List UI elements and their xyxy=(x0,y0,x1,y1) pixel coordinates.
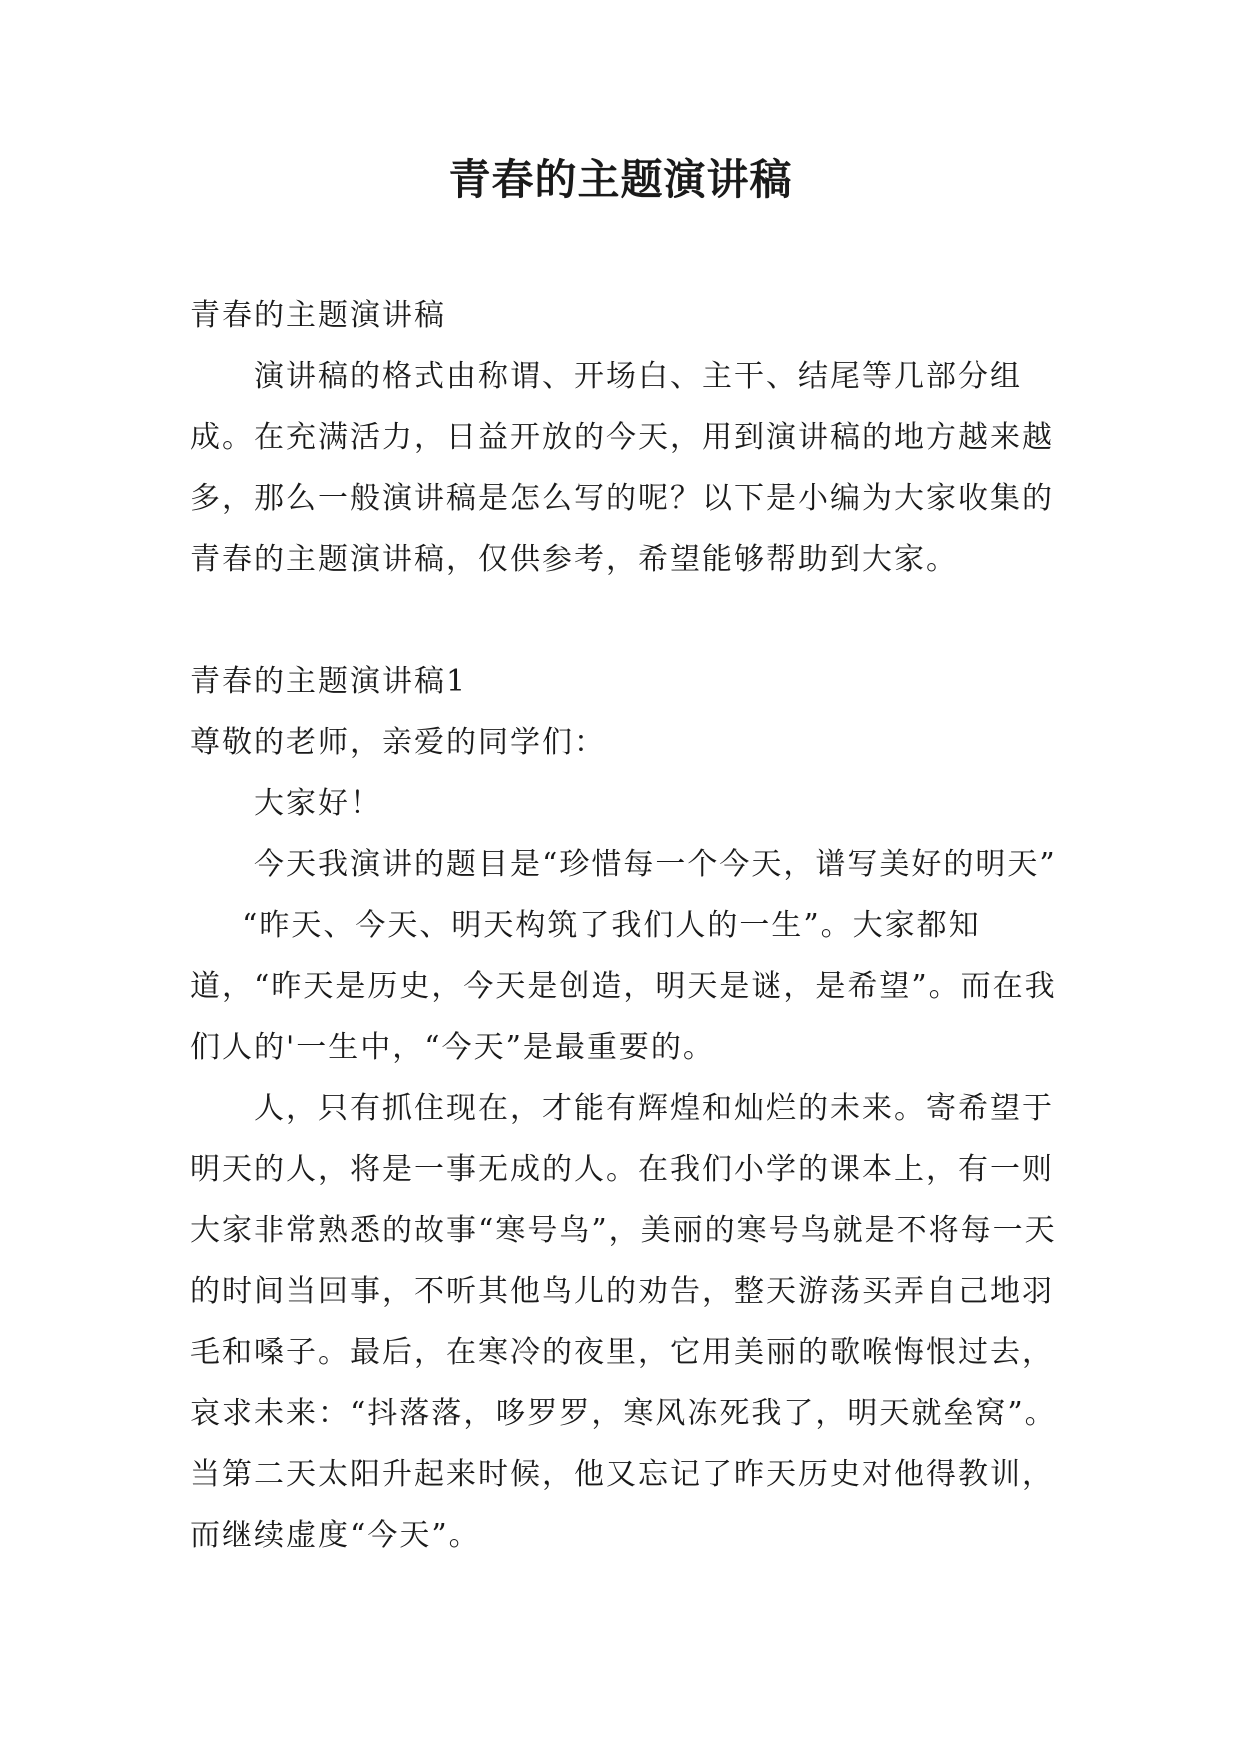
body-paragraph: 今天我演讲的题目是“珍惜每一个今天，谱写美好的明天” xyxy=(254,847,1057,882)
document-body xyxy=(190,285,1060,1566)
intro-paragraph: 演讲稿的格式由称谓、开场白、主干、结尾等几部分组成。在充满活力，日益开放的今天，用到演讲稿的地方越来越多，那么一般演讲稿是怎么写的呢？以下是小编为大家收集的青春的主题演讲稿，仅供参考，希望能够帮助到大家。 xyxy=(190,359,1054,577)
greeting: 大家好！ xyxy=(254,786,382,821)
section-heading: 青春的主题演讲稿1 xyxy=(190,664,468,699)
section-heading: 青春的主题演讲稿 xyxy=(190,298,446,333)
document-title: 青春的主题演讲稿 xyxy=(448,155,793,204)
body-paragraph: “昨天、今天、明天构筑了我们人的一生”。大家都知道，“昨天是历史，今天是创造，明天是谜，是希望”。而在我们人的'一生中，“今天”是最重要的。 xyxy=(190,908,1057,1065)
body-paragraph: 人，只有抓住现在，才能有辉煌和灿烂的未来。寄希望于明天的人，将是一事无成的人。在我们小学的课本上，有一则大家非常熟悉的故事“寒号鸟”，美丽的寒号鸟就是不将每一天的时间当回事，不听其他鸟儿的劝告，整天游荡买弄自己地羽毛和嗓子。最后，在寒冷的夜里，它用美丽的歌喉悔恨过去，哀求未来：“抖落落，哆罗罗，寒风冻死我了，明天就垒窝”。当第二天太阳升起来时候，他又忘记了昨天历史对他得教训，而继续虚度“今天”。 xyxy=(190,1091,1057,1553)
salutation: 尊敬的老师，亲爱的同学们： xyxy=(190,725,606,760)
